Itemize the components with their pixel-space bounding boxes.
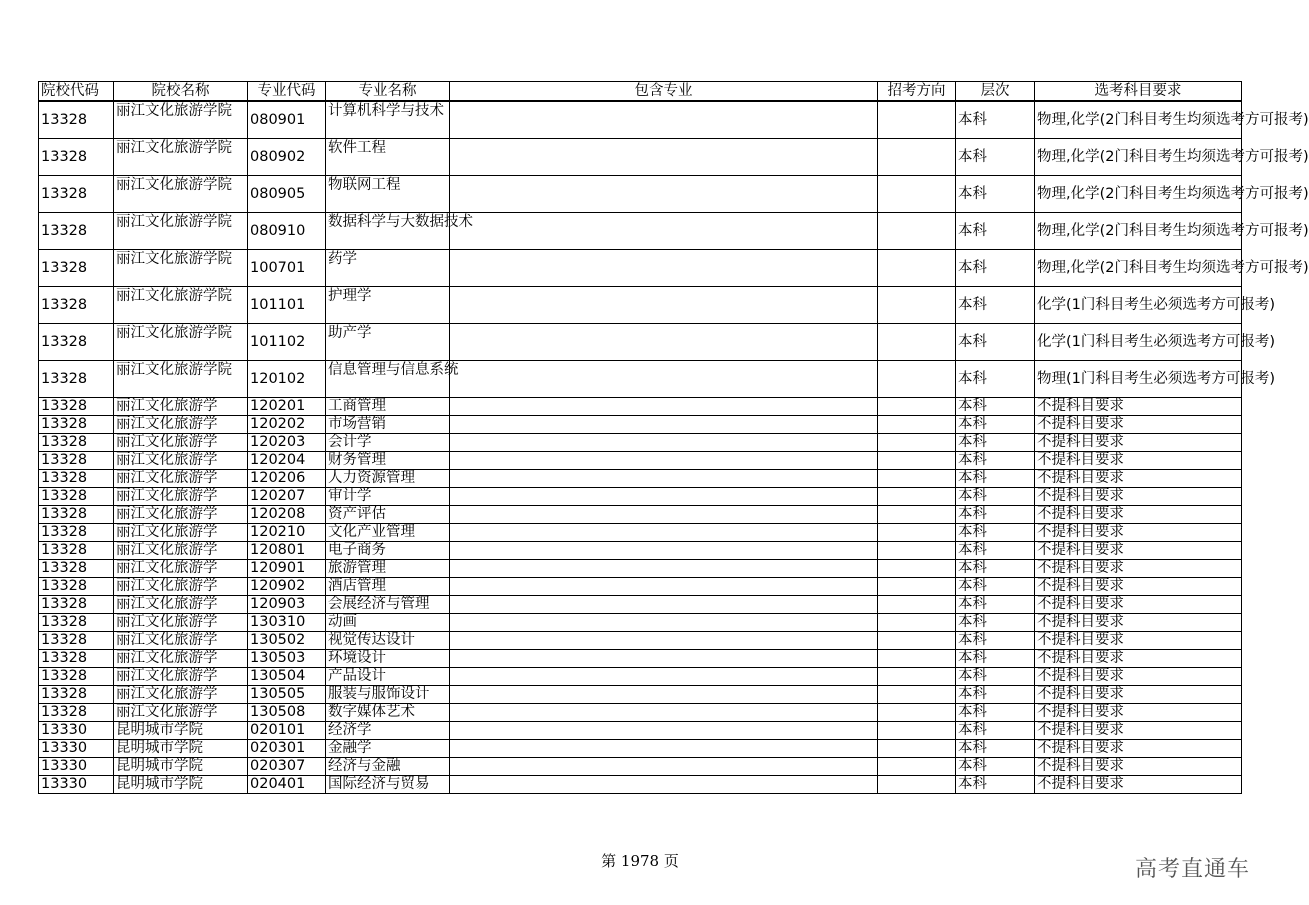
major-name-cell: 数据科学与大数据技术: [326, 213, 450, 250]
included-majors-cell: [450, 758, 878, 776]
school-code-cell: 13328: [39, 287, 114, 324]
school-code-cell: 13328: [39, 101, 114, 139]
major-name-cell: 人力资源管理: [326, 470, 450, 488]
school-name-cell: 丽江文化旅游学: [114, 434, 248, 452]
subject-requirement-cell: 不提科目要求: [1035, 776, 1242, 794]
included-majors-cell: [450, 722, 878, 740]
header-direction: 招考方向: [878, 82, 956, 102]
major-code-cell: 120801: [248, 542, 326, 560]
school-code-cell: 13328: [39, 452, 114, 470]
watermark-text: 高考直通车: [1134, 857, 1250, 882]
school-code-cell: 13328: [39, 686, 114, 704]
major-name-cell: 视觉传达设计: [326, 632, 450, 650]
major-code-cell: 020401: [248, 776, 326, 794]
table-row: [39, 452, 1242, 470]
included-majors-cell: [450, 361, 878, 398]
major-name-cell: 软件工程: [326, 139, 450, 176]
table-row: [39, 776, 1242, 794]
subject-requirement-cell: 不提科目要求: [1035, 416, 1242, 434]
major-code-cell: 130502: [248, 632, 326, 650]
major-name-cell: 会计学: [326, 434, 450, 452]
direction-cell: [878, 758, 956, 776]
major-name-cell: 财务管理: [326, 452, 450, 470]
subject-requirement-cell: 不提科目要求: [1035, 578, 1242, 596]
level-cell: 本科: [956, 324, 1035, 361]
included-majors-cell: [450, 578, 878, 596]
direction-cell: [878, 776, 956, 794]
table-row: [39, 361, 1242, 398]
included-majors-cell: [450, 776, 878, 794]
direction-cell: [878, 398, 956, 416]
major-code-cell: 130503: [248, 650, 326, 668]
table-row: [39, 524, 1242, 542]
school-code-cell: 13328: [39, 434, 114, 452]
header-included-majors: 包含专业: [450, 82, 878, 102]
header-subject-requirement: 选考科目要求: [1035, 82, 1242, 102]
table-row: [39, 213, 1242, 250]
table-row: [39, 686, 1242, 704]
school-code-cell: 13328: [39, 578, 114, 596]
subject-requirement-cell: 不提科目要求: [1035, 524, 1242, 542]
subject-requirement-cell: 不提科目要求: [1035, 758, 1242, 776]
level-cell: 本科: [956, 176, 1035, 213]
school-code-cell: 13328: [39, 139, 114, 176]
school-name-cell: 丽江文化旅游学: [114, 542, 248, 560]
school-name-cell: 丽江文化旅游学: [114, 560, 248, 578]
school-code-cell: 13330: [39, 776, 114, 794]
major-name-cell: 国际经济与贸易: [326, 776, 450, 794]
subject-requirement-cell: 物理,化学(2门科目考生均须选考方可报考): [1035, 213, 1242, 250]
included-majors-cell: [450, 614, 878, 632]
table-row: [39, 578, 1242, 596]
major-name-cell: 产品设计: [326, 668, 450, 686]
level-cell: 本科: [956, 452, 1035, 470]
level-cell: 本科: [956, 668, 1035, 686]
included-majors-cell: [450, 632, 878, 650]
included-majors-cell: [450, 740, 878, 758]
level-cell: 本科: [956, 287, 1035, 324]
school-name-cell: 丽江文化旅游学: [114, 470, 248, 488]
direction-cell: [878, 324, 956, 361]
level-cell: 本科: [956, 139, 1035, 176]
level-cell: 本科: [956, 101, 1035, 139]
major-code-cell: 020301: [248, 740, 326, 758]
header-school-code: 院校代码: [39, 82, 114, 102]
included-majors-cell: [450, 506, 878, 524]
table-row: [39, 416, 1242, 434]
level-cell: 本科: [956, 578, 1035, 596]
major-name-cell: 电子商务: [326, 542, 450, 560]
page-number: 第 1978 页: [601, 852, 679, 870]
major-name-cell: 物联网工程: [326, 176, 450, 213]
major-name-cell: 市场营销: [326, 416, 450, 434]
subject-requirement-cell: 不提科目要求: [1035, 452, 1242, 470]
school-name-cell: 丽江文化旅游学院: [114, 176, 248, 213]
major-code-cell: 080910: [248, 213, 326, 250]
subject-requirement-cell: 不提科目要求: [1035, 722, 1242, 740]
table-row: [39, 434, 1242, 452]
major-code-cell: 120204: [248, 452, 326, 470]
direction-cell: [878, 176, 956, 213]
header-level: 层次: [956, 82, 1035, 102]
major-code-cell: 130310: [248, 614, 326, 632]
table-row: [39, 324, 1242, 361]
major-code-cell: 130504: [248, 668, 326, 686]
major-name-cell: 经济与金融: [326, 758, 450, 776]
major-name-cell: 药学: [326, 250, 450, 287]
direction-cell: [878, 361, 956, 398]
school-code-cell: 13328: [39, 176, 114, 213]
direction-cell: [878, 488, 956, 506]
major-code-cell: 101102: [248, 324, 326, 361]
table-row: [39, 488, 1242, 506]
table-row: [39, 506, 1242, 524]
school-code-cell: 13328: [39, 324, 114, 361]
level-cell: 本科: [956, 614, 1035, 632]
major-code-cell: 130505: [248, 686, 326, 704]
table-row: [39, 470, 1242, 488]
major-name-cell: 经济学: [326, 722, 450, 740]
subject-requirement-cell: 物理,化学(2门科目考生均须选考方可报考): [1035, 139, 1242, 176]
major-code-cell: 120207: [248, 488, 326, 506]
direction-cell: [878, 740, 956, 758]
included-majors-cell: [450, 139, 878, 176]
direction-cell: [878, 722, 956, 740]
direction-cell: [878, 596, 956, 614]
direction-cell: [878, 650, 956, 668]
table-row: [39, 287, 1242, 324]
direction-cell: [878, 470, 956, 488]
school-name-cell: 丽江文化旅游学: [114, 632, 248, 650]
direction-cell: [878, 101, 956, 139]
subject-requirement-cell: 不提科目要求: [1035, 506, 1242, 524]
level-cell: 本科: [956, 776, 1035, 794]
included-majors-cell: [450, 704, 878, 722]
major-name-cell: 计算机科学与技术: [326, 101, 450, 139]
subject-requirement-cell: 不提科目要求: [1035, 398, 1242, 416]
level-cell: 本科: [956, 758, 1035, 776]
level-cell: 本科: [956, 722, 1035, 740]
subject-requirement-cell: 不提科目要求: [1035, 740, 1242, 758]
table-row: [39, 560, 1242, 578]
included-majors-cell: [450, 686, 878, 704]
table-row: [39, 139, 1242, 176]
major-name-cell: 会展经济与管理: [326, 596, 450, 614]
school-name-cell: 丽江文化旅游学院: [114, 101, 248, 139]
major-code-cell: 120903: [248, 596, 326, 614]
subject-requirement-cell: 物理,化学(2门科目考生均须选考方可报考): [1035, 250, 1242, 287]
table-header-row: [39, 82, 1242, 102]
major-code-cell: 120202: [248, 416, 326, 434]
subject-requirement-cell: 不提科目要求: [1035, 704, 1242, 722]
admissions-table: [38, 81, 1309, 794]
subject-requirement-cell: 不提科目要求: [1035, 434, 1242, 452]
school-name-cell: 丽江文化旅游学: [114, 416, 248, 434]
school-code-cell: 13328: [39, 506, 114, 524]
subject-requirement-cell: 不提科目要求: [1035, 560, 1242, 578]
school-code-cell: 13328: [39, 632, 114, 650]
school-code-cell: 13328: [39, 398, 114, 416]
header-major-code: 专业代码: [248, 82, 326, 102]
major-name-cell: 信息管理与信息系统: [326, 361, 450, 398]
subject-requirement-cell: 不提科目要求: [1035, 596, 1242, 614]
included-majors-cell: [450, 470, 878, 488]
school-code-cell: 13328: [39, 704, 114, 722]
included-majors-cell: [450, 560, 878, 578]
included-majors-cell: [450, 416, 878, 434]
level-cell: 本科: [956, 398, 1035, 416]
subject-requirement-cell: 不提科目要求: [1035, 614, 1242, 632]
direction-cell: [878, 632, 956, 650]
direction-cell: [878, 452, 956, 470]
direction-cell: [878, 560, 956, 578]
major-name-cell: 文化产业管理: [326, 524, 450, 542]
major-name-cell: 工商管理: [326, 398, 450, 416]
major-name-cell: 助产学: [326, 324, 450, 361]
direction-cell: [878, 506, 956, 524]
table-row: [39, 632, 1242, 650]
school-name-cell: 丽江文化旅游学院: [114, 139, 248, 176]
major-code-cell: 080902: [248, 139, 326, 176]
included-majors-cell: [450, 452, 878, 470]
subject-requirement-cell: 不提科目要求: [1035, 542, 1242, 560]
subject-requirement-cell: 不提科目要求: [1035, 470, 1242, 488]
school-code-cell: 13328: [39, 650, 114, 668]
school-name-cell: 丽江文化旅游学院: [114, 213, 248, 250]
level-cell: 本科: [956, 650, 1035, 668]
school-code-cell: 13328: [39, 361, 114, 398]
school-name-cell: 昆明城市学院: [114, 758, 248, 776]
direction-cell: [878, 542, 956, 560]
direction-cell: [878, 250, 956, 287]
level-cell: 本科: [956, 704, 1035, 722]
table-row: [39, 704, 1242, 722]
subject-requirement-cell: 不提科目要求: [1035, 632, 1242, 650]
major-name-cell: 动画: [326, 614, 450, 632]
table-row: [39, 176, 1242, 213]
level-cell: 本科: [956, 250, 1035, 287]
table-row: [39, 740, 1242, 758]
direction-cell: [878, 524, 956, 542]
school-code-cell: 13328: [39, 614, 114, 632]
included-majors-cell: [450, 434, 878, 452]
level-cell: 本科: [956, 686, 1035, 704]
included-majors-cell: [450, 668, 878, 686]
direction-cell: [878, 416, 956, 434]
included-majors-cell: [450, 542, 878, 560]
subject-requirement-cell: 物理,化学(2门科目考生均须选考方可报考): [1035, 101, 1242, 139]
major-code-cell: 020101: [248, 722, 326, 740]
school-name-cell: 昆明城市学院: [114, 776, 248, 794]
table-row: [39, 650, 1242, 668]
table-body: [39, 101, 1309, 794]
level-cell: 本科: [956, 470, 1035, 488]
school-name-cell: 丽江文化旅游学: [114, 650, 248, 668]
level-cell: 本科: [956, 506, 1035, 524]
major-code-cell: 120201: [248, 398, 326, 416]
school-name-cell: 昆明城市学院: [114, 740, 248, 758]
school-name-cell: 丽江文化旅游学院: [114, 324, 248, 361]
school-name-cell: 丽江文化旅游学: [114, 578, 248, 596]
table-row: [39, 614, 1242, 632]
included-majors-cell: [450, 101, 878, 139]
school-name-cell: 丽江文化旅游学: [114, 398, 248, 416]
school-code-cell: 13328: [39, 668, 114, 686]
major-name-cell: 数字媒体艺术: [326, 704, 450, 722]
direction-cell: [878, 139, 956, 176]
school-name-cell: 丽江文化旅游学: [114, 704, 248, 722]
major-name-cell: 环境设计: [326, 650, 450, 668]
level-cell: 本科: [956, 361, 1035, 398]
included-majors-cell: [450, 398, 878, 416]
included-majors-cell: [450, 488, 878, 506]
school-name-cell: 丽江文化旅游学: [114, 596, 248, 614]
major-code-cell: 101101: [248, 287, 326, 324]
level-cell: 本科: [956, 596, 1035, 614]
table-row: [39, 722, 1242, 740]
school-code-cell: 13328: [39, 542, 114, 560]
included-majors-cell: [450, 213, 878, 250]
major-code-cell: 120203: [248, 434, 326, 452]
school-name-cell: 丽江文化旅游学院: [114, 287, 248, 324]
table-row: [39, 250, 1242, 287]
direction-cell: [878, 614, 956, 632]
header-major-name: 专业名称: [326, 82, 450, 102]
major-name-cell: 旅游管理: [326, 560, 450, 578]
level-cell: 本科: [956, 560, 1035, 578]
school-code-cell: 13328: [39, 560, 114, 578]
subject-requirement-cell: 化学(1门科目考生必须选考方可报考): [1035, 287, 1242, 324]
included-majors-cell: [450, 524, 878, 542]
direction-cell: [878, 213, 956, 250]
direction-cell: [878, 287, 956, 324]
table-row: [39, 101, 1242, 139]
level-cell: 本科: [956, 213, 1035, 250]
school-code-cell: 13328: [39, 524, 114, 542]
level-cell: 本科: [956, 416, 1035, 434]
school-name-cell: 丽江文化旅游学: [114, 488, 248, 506]
school-name-cell: 丽江文化旅游学: [114, 668, 248, 686]
school-code-cell: 13328: [39, 488, 114, 506]
level-cell: 本科: [956, 434, 1035, 452]
level-cell: 本科: [956, 488, 1035, 506]
major-code-cell: 020307: [248, 758, 326, 776]
school-name-cell: 丽江文化旅游学: [114, 614, 248, 632]
major-code-cell: 120208: [248, 506, 326, 524]
table-row: [39, 542, 1242, 560]
table-row: [39, 596, 1242, 614]
included-majors-cell: [450, 324, 878, 361]
school-name-cell: 丽江文化旅游学: [114, 524, 248, 542]
major-code-cell: 120102: [248, 361, 326, 398]
included-majors-cell: [450, 650, 878, 668]
school-name-cell: 丽江文化旅游学: [114, 506, 248, 524]
major-name-cell: 护理学: [326, 287, 450, 324]
school-code-cell: 13330: [39, 758, 114, 776]
level-cell: 本科: [956, 740, 1035, 758]
major-code-cell: 120206: [248, 470, 326, 488]
level-cell: 本科: [956, 632, 1035, 650]
subject-requirement-cell: 化学(1门科目考生必须选考方可报考): [1035, 324, 1242, 361]
direction-cell: [878, 686, 956, 704]
school-code-cell: 13328: [39, 213, 114, 250]
table-row: [39, 398, 1242, 416]
direction-cell: [878, 704, 956, 722]
subject-requirement-cell: 物理(1门科目考生必须选考方可报考): [1035, 361, 1242, 398]
table-row: [39, 668, 1242, 686]
school-name-cell: 丽江文化旅游学院: [114, 250, 248, 287]
included-majors-cell: [450, 287, 878, 324]
subject-requirement-cell: 不提科目要求: [1035, 488, 1242, 506]
major-code-cell: 080901: [248, 101, 326, 139]
table-row: [39, 758, 1242, 776]
major-name-cell: 资产评估: [326, 506, 450, 524]
major-name-cell: 金融学: [326, 740, 450, 758]
included-majors-cell: [450, 596, 878, 614]
school-code-cell: 13328: [39, 596, 114, 614]
school-code-cell: 13330: [39, 740, 114, 758]
school-code-cell: 13328: [39, 250, 114, 287]
major-code-cell: 080905: [248, 176, 326, 213]
included-majors-cell: [450, 176, 878, 213]
school-name-cell: 丽江文化旅游学: [114, 686, 248, 704]
school-name-cell: 丽江文化旅游学院: [114, 361, 248, 398]
direction-cell: [878, 668, 956, 686]
subject-requirement-cell: 物理,化学(2门科目考生均须选考方可报考): [1035, 176, 1242, 213]
major-name-cell: 酒店管理: [326, 578, 450, 596]
major-name-cell: 审计学: [326, 488, 450, 506]
major-code-cell: 100701: [248, 250, 326, 287]
school-code-cell: 13328: [39, 416, 114, 434]
subject-requirement-cell: 不提科目要求: [1035, 686, 1242, 704]
major-code-cell: 120902: [248, 578, 326, 596]
level-cell: 本科: [956, 524, 1035, 542]
subject-requirement-cell: 不提科目要求: [1035, 668, 1242, 686]
direction-cell: [878, 434, 956, 452]
subject-requirement-cell: 不提科目要求: [1035, 650, 1242, 668]
school-code-cell: 13330: [39, 722, 114, 740]
included-majors-cell: [450, 250, 878, 287]
direction-cell: [878, 578, 956, 596]
major-name-cell: 服装与服饰设计: [326, 686, 450, 704]
header-school-name: 院校名称: [114, 82, 248, 102]
school-name-cell: 昆明城市学院: [114, 722, 248, 740]
major-code-cell: 120210: [248, 524, 326, 542]
major-code-cell: 130508: [248, 704, 326, 722]
school-code-cell: 13328: [39, 470, 114, 488]
major-code-cell: 120901: [248, 560, 326, 578]
level-cell: 本科: [956, 542, 1035, 560]
school-name-cell: 丽江文化旅游学: [114, 452, 248, 470]
